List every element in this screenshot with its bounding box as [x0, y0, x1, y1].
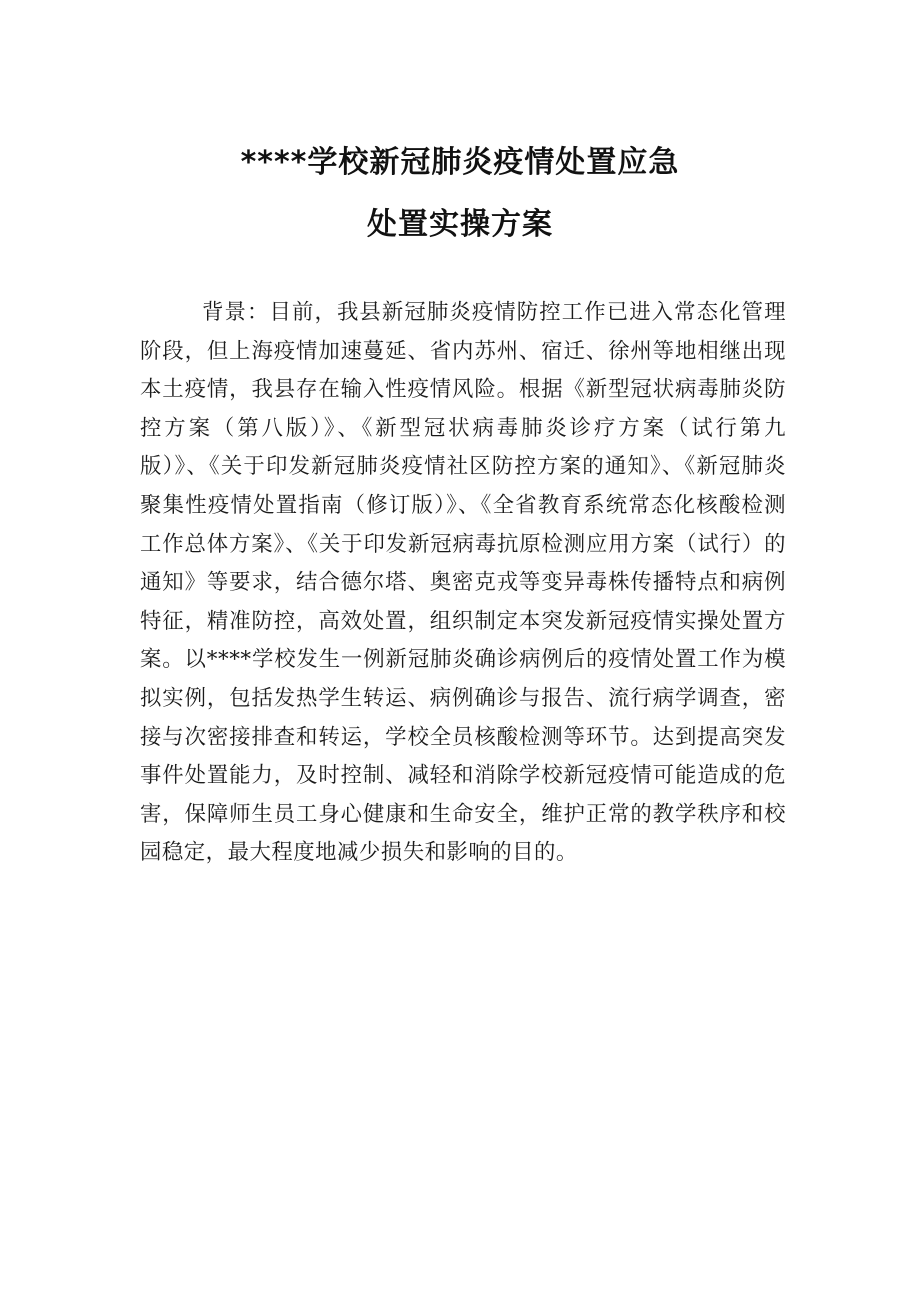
- document-title-line-1: ****学校新冠肺炎疫情处置应急: [240, 145, 680, 180]
- document-title-line-2: 处置实操方案: [367, 207, 553, 242]
- background-paragraph: 背景：目前，我县新冠肺炎疫情防控工作已进入常态化管理阶段，但上海疫情加速蔓延、省内苏州、宿迁、徐州等地相继出现本土疫情，我县存在输入性疫情风险。根据《新型冠状病毒肺炎防控方案（第八版）》、《新型冠状病毒肺炎诊疗方案（试行第九版）》、《关于印发新冠肺炎疫情社区防控方案的通知》、《新冠肺炎聚集性疫情处置指南（修订版）》、《全省教育系统常态化核酸检测工作总体方案》、《关于印发新冠病毒抗原检测应用方案（试行）的通知》等要求，结合德尔塔、奥密克戎等变异毒株传播特点和病例特征，精准防控，高效处置，组织制定本突发新冠疫情实操处置方案。以****学校发生一例新冠肺炎确诊病例后的疫情处置工作为模拟实例，包括发热学生转运、病例确诊与报告、流行病学调查，密接与次密接排查和转运，学校全员核酸检测等环节。达到提高突发事件处置能力，及时控制、减轻和消除学校新冠疫情可能造成的危害，保障师生员工身心健康和生命安全，维护正常的教学秩序和校园稳定，最大程度地减少损失和影响的目的。: [140, 300, 786, 866]
